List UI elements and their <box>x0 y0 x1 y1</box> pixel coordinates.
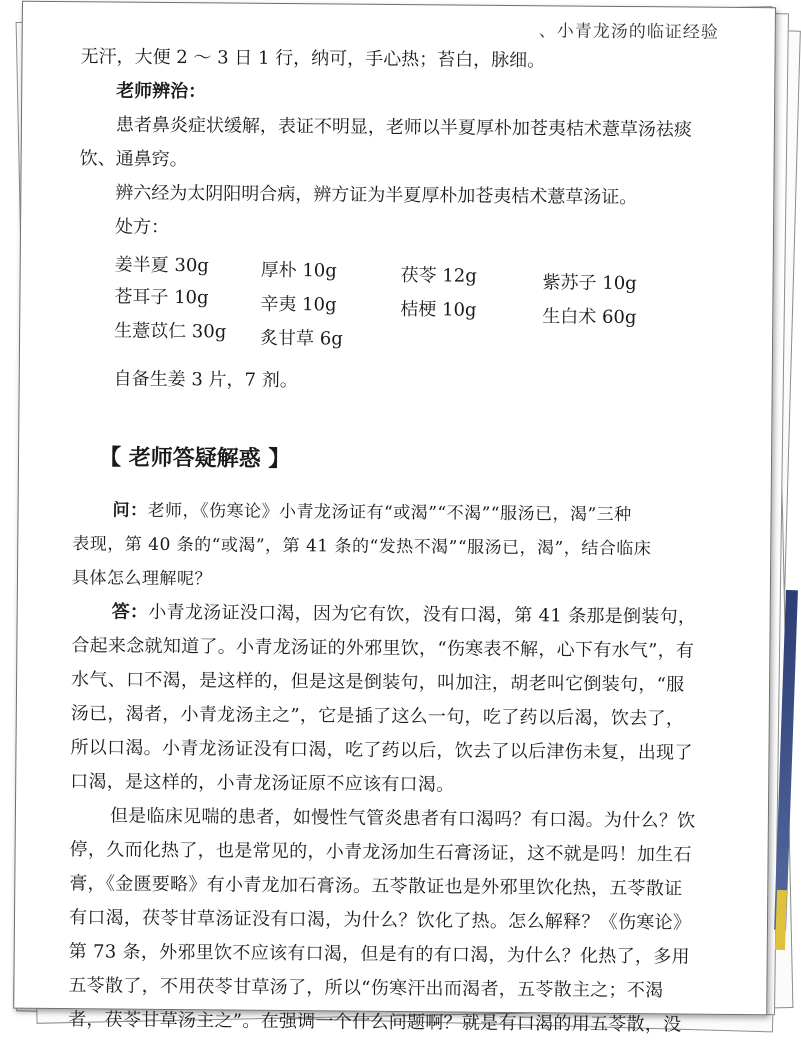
answer-para2-line: 第 73 条，外邪里饮不应该有口渴，但是有的有口渴，为什么？化热了，多用 <box>68 941 690 968</box>
question-line-2: 表现，第 40 条的“或渴”，第 41 条的“发热不渴”“服汤已，渴”，结合临床 <box>72 534 652 560</box>
running-head: 、小青龙汤的临证经验 <box>538 21 719 43</box>
case-para1-b: 饮、通鼻窍。 <box>79 148 188 171</box>
answer-block <box>68 595 716 1043</box>
herb-item: 茯苓 12g <box>400 265 477 287</box>
case-heading: 老师辨治： <box>116 80 207 103</box>
herb-item: 生白术 60g <box>542 306 637 329</box>
question-line-1: 老师，《伤寒论》小青龙汤证有“或渴”“不渴”“服汤已，渴”三种 <box>147 500 632 526</box>
herb-item: 姜半夏 30g <box>114 254 209 277</box>
herb-item: 苍耳子 10g <box>114 286 209 309</box>
answer-line: 口渴，是这样的，小青龙汤证原不应该有口渴。 <box>70 771 455 796</box>
herb-item: 辛夷 10g <box>260 293 337 316</box>
herb-item: 厚朴 10g <box>260 259 337 282</box>
section-title: 【 老师答疑解惑 】 <box>98 445 291 473</box>
answer-para2-line: 者，茯苓甘草汤主之”。在强调一个什么问题啊？就是有口渴的用五苓散，没 <box>68 1009 682 1036</box>
answer-para2-line: 膏，《金匮要略》有小青龙加石膏汤。五苓散证也是外邪里饮化热，五苓散证 <box>69 873 683 900</box>
herb-item: 炙甘草 6g <box>259 327 343 350</box>
answer-label: 答： <box>111 601 149 623</box>
page-content <box>68 40 721 1043</box>
prescription-grid <box>114 245 719 368</box>
herb-item: 生薏苡仁 30g <box>114 320 227 343</box>
book-page <box>13 1 776 1036</box>
answer-line: 所以口渴。小青龙汤证没有口渴，吃了药以后，饮去了以后津伤未复，出现了 <box>70 737 693 764</box>
herb-item: 紫苏子 10g <box>542 272 637 295</box>
answer-line: 水气、口不渴，是这样的，但是这是倒装句，叫加注，胡老叫它倒装句，“服 <box>70 669 685 696</box>
case-para2: 辨六经为太阴阳明合病，辨方证为半夏厚朴加苍夷桔术薏草汤证。 <box>115 182 638 209</box>
question-block <box>71 493 717 601</box>
answer-para2-line: 但是临床见喘的患者，如慢性气管炎患者有口渴吗？有口渴。为什么？饮 <box>109 805 696 832</box>
question-line-3: 具体怎么理解呢？ <box>71 568 213 590</box>
answer-para2-line: 五苓散了，不用茯苓甘草汤了，所以“伤寒汗出而渴者，五苓散主之；不渴 <box>68 975 664 1002</box>
answer-line: 合起来念就知道了。小青龙汤证的外邪里饮，“伤寒表不解，心下有水气”，有 <box>71 635 695 662</box>
answer-line: 汤已，渴者，小青龙汤主之”，它是插了这么一句，吃了药以后渴，饮去了， <box>70 703 685 730</box>
question-label: 问： <box>112 500 148 521</box>
answer-para2-line: 有口渴，茯苓甘草汤证没有口渴，为什么？饮化了热。怎么解释？《伤寒论》 <box>68 907 692 934</box>
prescription-label: 处方： <box>114 216 170 239</box>
answer-line: 小青龙汤证没口渴，因为它有饮，没有口渴，第 41 条那是倒装句， <box>148 601 697 628</box>
book-cover-accent <box>775 890 787 950</box>
herb-item: 桔梗 10g <box>400 299 477 321</box>
case-line-1: 无汗，大便 2 ～ 3 日 1 行，纳可，手心热；苔白，脉细。 <box>80 46 546 72</box>
prescription-extra: 自备生姜 3 片，7 剂。 <box>113 368 298 392</box>
answer-para2-line: 停，久而化热了，也是常见的，小青龙汤加生石膏汤证，这不就是吗！加生石 <box>69 839 692 866</box>
case-para1-a: 患者鼻炎症状缓解，表证不明显，老师以半夏厚朴加苍夷桔术薏草汤祛痰 <box>115 114 693 141</box>
